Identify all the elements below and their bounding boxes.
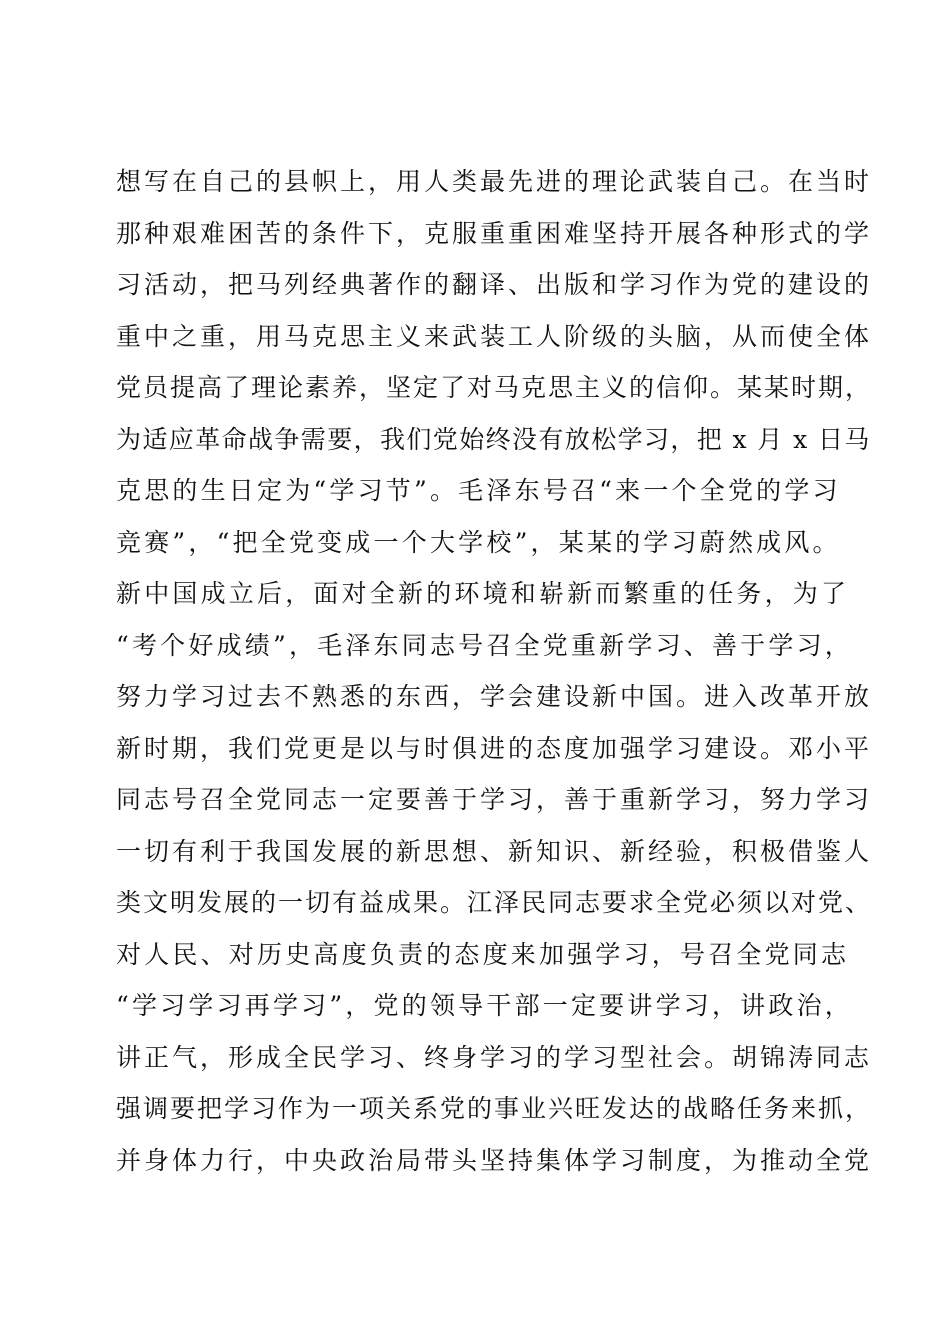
text-line: 想写在自己的县帜上，用人类最先进的理论武装自己。在当时: [116, 167, 873, 196]
text-line: 习活动，把马列经典著作的翻译、出版和学习作为党的建设的: [116, 270, 873, 299]
text-line: 类文明发展的一切有益成果。江泽民同志要求全党必须以对党、: [116, 888, 873, 917]
text-line: 新时期，我们党更是以与时俱进的态度加强学习建设。邓小平: [116, 733, 873, 763]
text-line: 并身体力行，中央政治局带头坚持集体学习制度，为推动全党: [116, 1145, 873, 1175]
text-line: 那种艰难困苦的条件下，克服重重困难坚持开展各种形式的学: [116, 218, 873, 248]
text-line: 一切有利于我国发展的新思想、新知识、新经验，积极借鉴人: [116, 836, 873, 866]
text-line: 讲正气，形成全民学习、终身学习的学习型社会。胡锦涛同志: [116, 1042, 873, 1072]
text-line: 新中国成立后，面对全新的环境和崭新而繁重的任务，为了: [116, 579, 850, 608]
text-line: “学习学习再学习”，党的领导干部一定要讲学习，讲政治，: [116, 991, 853, 1020]
text-line: 重中之重，用马克思主义来武装工人阶级的头脑，从而使全体: [116, 321, 873, 351]
text-line: 强调要把学习作为一项关系党的事业兴旺发达的战略任务来抓，: [116, 1094, 873, 1123]
text-line: “考个好成绩”，毛泽东同志号召全党重新学习、善于学习，: [116, 630, 853, 660]
body-text: [116, 156, 873, 1186]
text-line: 同志号召全党同志一定要善于学习，善于重新学习，努力学习: [116, 785, 873, 814]
text-line: 党员提高了理论素养，坚定了对马克思主义的信仰。某某时期，: [116, 373, 873, 402]
text-line: 努力学习过去不熟悉的东西，学会建设新中国。进入改革开放: [116, 682, 873, 711]
text-line: 对人民、对历史高度负责的态度来加强学习，号召全党同志: [116, 939, 850, 969]
text-line: 克思的生日定为“学习节”。毛泽东号召“来一个全党的学习: [116, 476, 841, 505]
text-line: 为适应革命战争需要，我们党始终没有放松学习，把 x 月 x 日马: [116, 424, 871, 454]
text-line: 竞赛”，“把全党变成一个大学校”，某某的学习蔚然成风。: [116, 527, 841, 557]
